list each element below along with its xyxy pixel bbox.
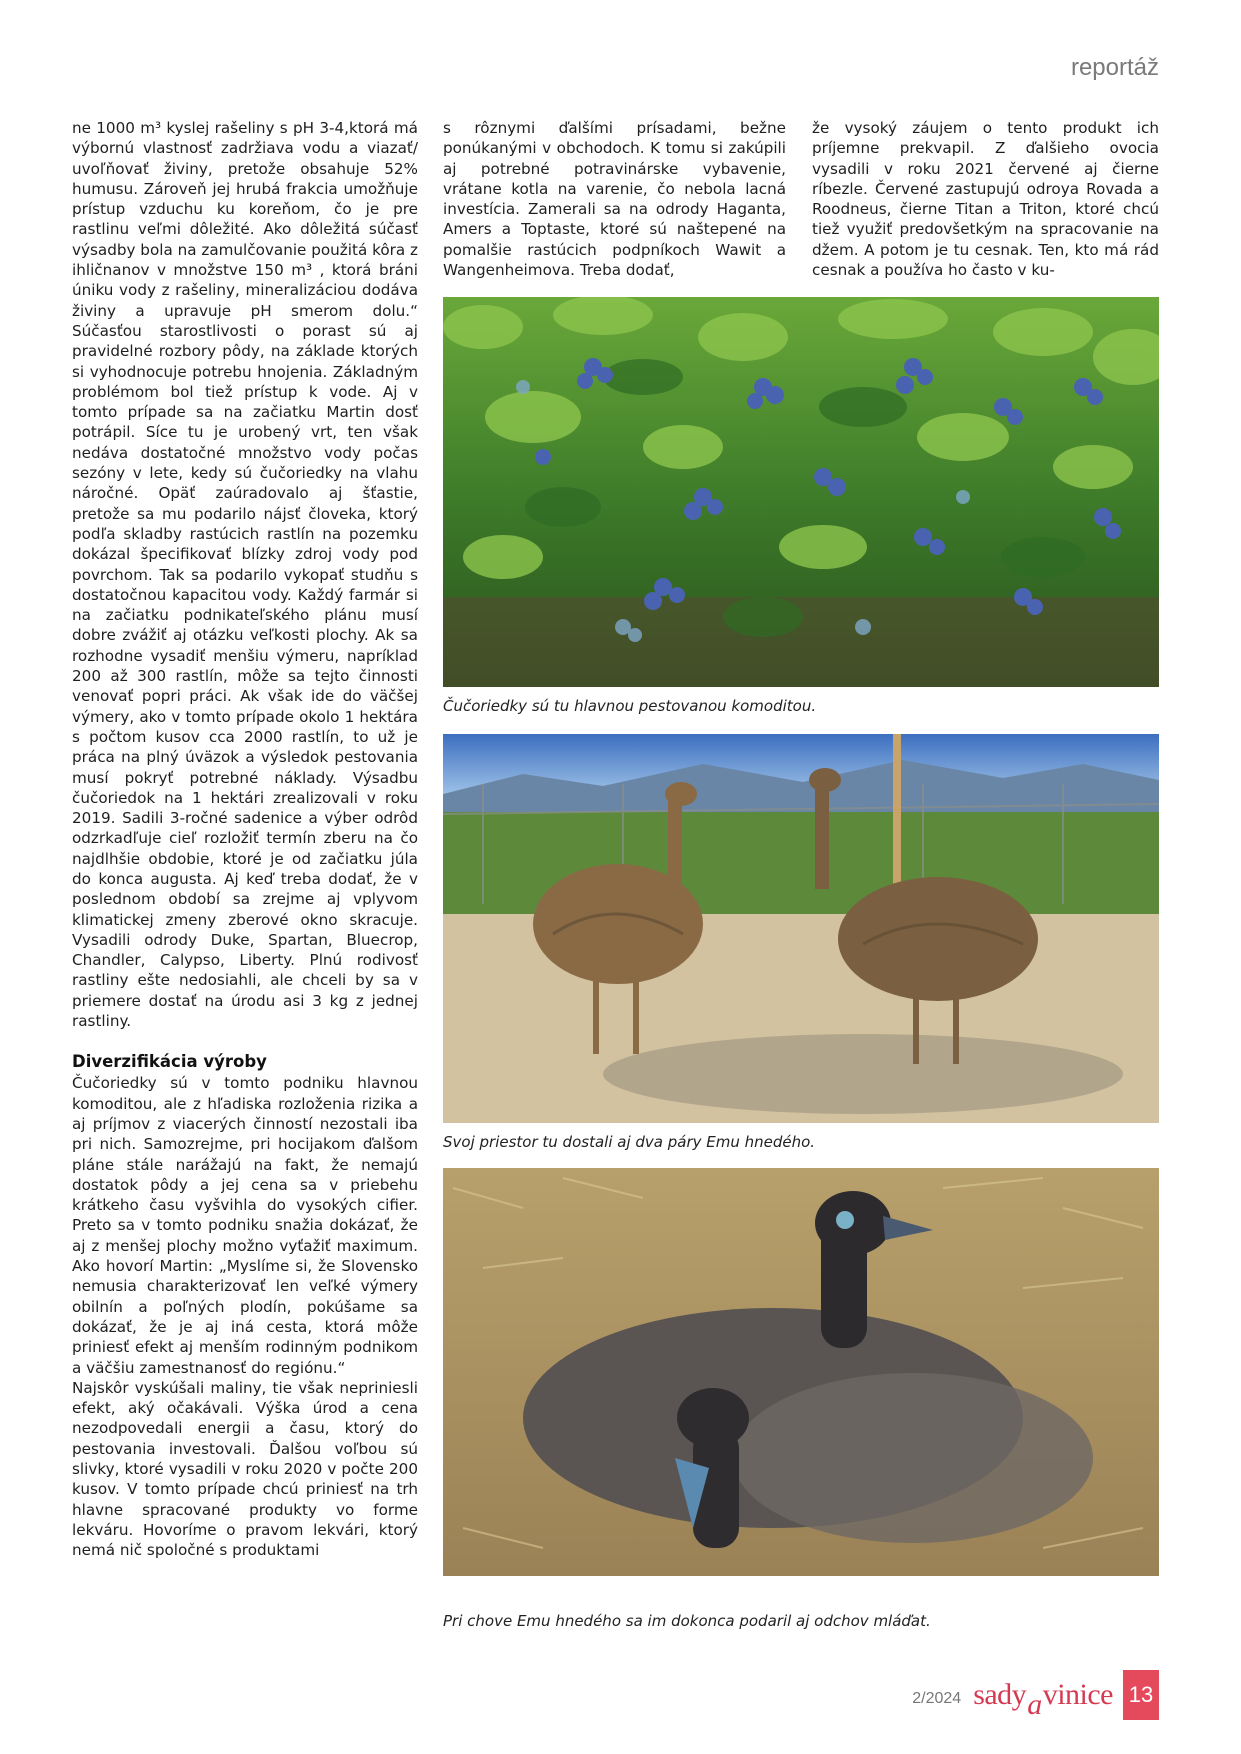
body-paragraph: s rôznymi ďalšími prísadami, bežne ponúkanými v obchodoch. K tomu si zakúpili aj potrebné potravinárske vybavenie, vrátane kotla na varenie, čo nebola lacná investícia. Zamerali sa na odrody Haganta, Amers a Toptaste, ktoré sú naštepené na pomalšie rastúcich podpníkoch Wawit a Wangenheimova. Treba dodať, — [443, 119, 786, 280]
issue-number: 2/2024 — [912, 1690, 962, 1707]
emu-chicks-photo — [443, 1168, 1159, 1576]
article-column-2 — [443, 118, 786, 280]
body-paragraph: Najskôr vyskúšali maliny, tie však nepriniesli efekt, aký očakávali. Výška úrod a cena nezodpovedali energii a času, ktorý do pestovania investovali. Ďalšou voľbou sú slivky, ktoré vysadili v roku 2020 v počte 200 kusov. V tomto prípade chcú priniesť na trh hlavne spracované produkty vo forme lekváru. Hovoríme o pravom lekvári, ktorý nemá nič spoločné s produktami — [72, 1378, 418, 1560]
emu-pair-photo — [443, 734, 1159, 1123]
magazine-logo-part: sady — [973, 1678, 1027, 1711]
body-paragraph: Čučoriedky sú v tomto podniku hlavnou komoditou, ale z hľadiska rozloženia rizika a aj príjmov z viacerých činností nezostali iba pri nich. Samozrejme, pri hocijakom ďalšom pláne stále narážajú na fakt, že nemajú dostatok pôdy a jej cena sa v priebehu krátkeho času vyšvihla do vysokých cifier. Preto sa v tomto podniku snažia dokázať, že aj z menšej plochy možno vyťažiť maximum. Ako hovorí Martin: „Myslíme si, že Slovensko nemusia charakterizovať len veľké výmery obilnín a poľných plodín, pokúšame sa dokázať, že je aj iná cesta, ktorá môže priniesť efekt aj menším rodinným podnikom a väčšiu zamestnanosť do regiónu.“ — [72, 1074, 418, 1377]
body-paragraph: ne 1000 m³ kyslej rašeliny s pH 3-4,ktorá má výbornú vlastnosť zadržiava vodu a viazať/ uvoľňovať živiny, pretože obsahuje 52% humusu. Zároveň jej hrubá frakcia umožňuje prístup vzduchu ku koreňom, čo je pre rastlinu veľmi dôležité. Ako dôležitá súčasť výsadby bola na zamulčovanie použitá kôra z ihličnanov v množstve 150 m³ , ktorá bráni úniku vody z rašeliny, mineralizáciou dodáva živiny a upravuje pH smerom dolu.“ Súčasťou starostlivosti o porast sú aj pravidelné rozbory pôdy, na základe ktorých si vyhodnocuje potrebu hnojenia. Základným problémom bol tiež prístup k vode. Aj v tomto prípade sa na začiatku Martin dosť potrápil. Síce tu je urobený vrt, ten však nedáva dostatočné množstvo vody počas sezóny v lete, kedy sú čučoriedky na vlahu náročné. Opäť zaúradovalo aj šťastie, pretože sa mu podarilo nájsť človeka, ktorý podľa skladby rastúcich rastlín na pozemku dokázal špecifikovať blízky zdroj vody pod povrchom. Tak sa podarilo vykopať studňu s dostatočnou kapacitou vody. Každý farmár si na začiatku podnikateľského plánu musí dobre zvážiť aj otázku veľkosti plochy. Ak sa rozhodne vysadiť menšiu výmeru, napríklad 200 až 300 rastlín, môže sa tejto činnosti venovať popri práci. Ak však ide do väčšej výmery, ako v tomto prípade okolo 1 hektára s počtom kusov cca 2000 rastlín, to už je práca na plný úväzok a výsledok pestovania musí pokryť potrebné náklady. Výsadbu čučoriedok na 1 hektári zrealizovali v roku 2019. Sadili 3-ročné sadenice a výber odrôd odzrkadľuje cieľ rozložiť termín zberu na čo najdlhšie obdobie, ktoré je od začiatku júla do konca augusta. Aj keď treba dodať, že v poslednom období sa zrejme aj vplyvom klimatickej zmeny zberové okno skracuje. Vysadili odrody Duke, Spartan, Bluecrop, Chandler, Calypso, Liberty. Plnú rodivosť rastliny ešte nedosiahli, ale chceli by sa v priemere dostať na úrodu asi 3 kg z jednej rastliny. — [72, 119, 418, 1031]
photo-caption: Pri chove Emu hnedého sa im dokonca podaril aj odchov mláďat. — [443, 1612, 931, 1630]
subheading: Diverzifikácia výroby — [72, 1052, 267, 1072]
magazine-logo-part: vinice — [1042, 1678, 1113, 1711]
article-column-3 — [812, 118, 1159, 280]
section-label: reportáž — [1070, 54, 1159, 81]
body-paragraph: že vysoký záujem o tento produkt ich príjemne prekvapil. Z ďalšieho ovocia vysadili v roku 2021 červené aj čierne ríbezle. Červené zastupujú odroya Rovada a Roodneus, čierne Titan a Triton, ktoré chcú tiež využiť predovšetkým na spracovanie na džem. A potom je tu cesnak. Ten, kto má rád cesnak a používa ho často v ku- — [812, 119, 1159, 280]
magazine-logo — [973, 1678, 1113, 1721]
article-column-1 — [72, 118, 418, 1560]
photo-caption: Čučoriedky sú tu hlavnou pestovanou komoditou. — [443, 697, 817, 715]
photo-caption: Svoj priestor tu dostali aj dva páry Emu hnedého. — [443, 1133, 816, 1151]
page-number: 13 — [1123, 1670, 1159, 1720]
magazine-logo-part: a — [1027, 1688, 1042, 1721]
blueberry-photo — [443, 297, 1159, 687]
page-footer — [912, 1670, 1159, 1720]
